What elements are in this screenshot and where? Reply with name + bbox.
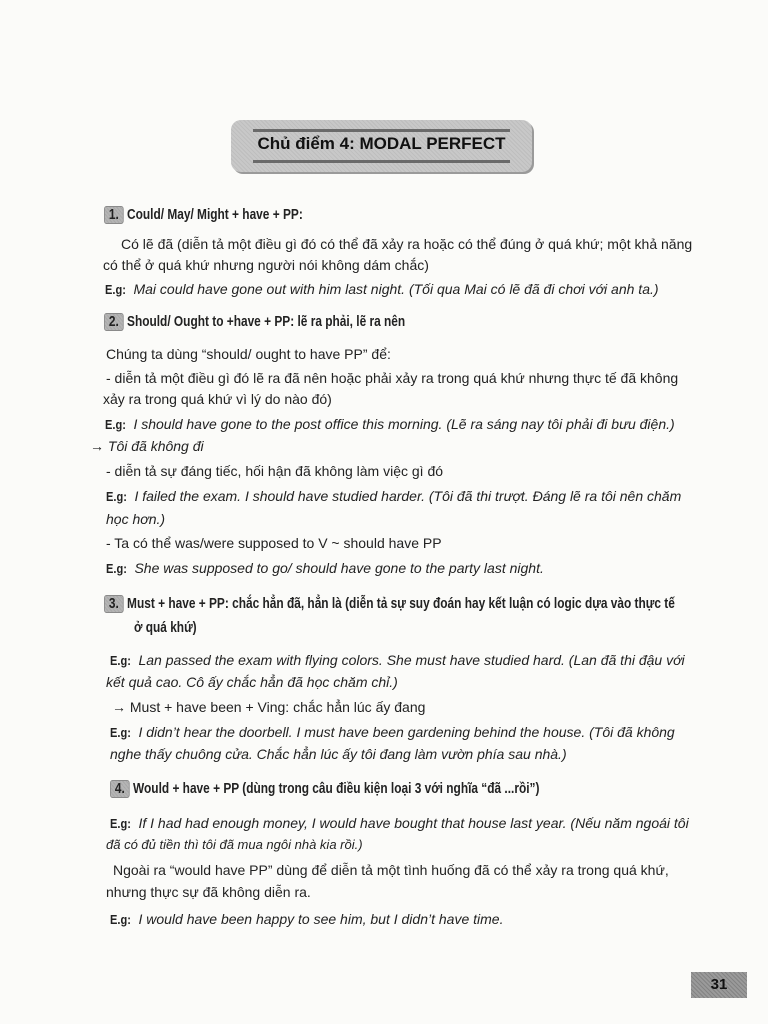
s4-line-1b: nhưng thực sự đã không diễn ra. xyxy=(106,884,311,900)
s3-example-2-text: I didn’t hear the doorbell. I must have been gardening behind the house. (Tôi đã không xyxy=(138,724,675,740)
eg-label: E.g: xyxy=(110,725,131,740)
s2-example-2-cont: học hơn.) xyxy=(106,511,166,527)
section-2-title: Should/ Ought to +have + PP: lẽ ra phải, lẽ ra nên xyxy=(127,314,406,330)
chapter-title: Chủ điểm 4: MODAL PERFECT xyxy=(257,134,506,153)
s2-example-1-note: → Tôi đã không đi xyxy=(90,438,204,454)
eg-label: E.g: xyxy=(105,417,126,432)
s2-example-1 xyxy=(105,416,675,432)
section-4-number: 4. xyxy=(110,780,130,798)
eg-label: E.g: xyxy=(105,282,126,297)
title-rule-top xyxy=(253,129,510,132)
s2-line-1a: - diễn tả một điều gì đó lẽ ra đã nên hoặc phải xảy ra trong quá khứ nhưng thực tế đã không xyxy=(106,370,679,386)
s2-example-3 xyxy=(106,560,544,576)
s3-example-1-cont: kết quả cao. Cô ấy chắc hẳn đã học chăm chỉ.) xyxy=(106,674,398,690)
s3-arrow-note: → Must + have been + Ving: chắc hẳn lúc ấy đang xyxy=(112,699,426,715)
s2-intro: Chúng ta dùng “should/ ought to have PP” để: xyxy=(106,346,391,362)
s3-example-1-text: Lan passed the exam with flying colors. She must have studied hard. (Lan đã thi đậu với xyxy=(138,652,685,668)
section-1-number: 1. xyxy=(104,206,124,224)
s4-example-2 xyxy=(110,911,503,927)
s3-example-1 xyxy=(110,652,685,668)
eg-label: E.g: xyxy=(106,561,127,576)
section-3-heading-cont: ở quá khứ) xyxy=(134,620,197,636)
section-2-heading xyxy=(104,313,405,331)
s4-example-2-text: I would have been happy to see him, but I didn’t have time. xyxy=(138,911,504,927)
eg-label: E.g: xyxy=(110,816,131,831)
s1-line-1: Có lẽ đã (diễn tả một điều gì đó có thể đã xảy ra hoặc có thể đúng ở quá khứ; một khả năng xyxy=(121,236,693,252)
section-1-heading xyxy=(104,206,303,224)
s2-example-2 xyxy=(106,488,681,504)
section-3-number: 3. xyxy=(104,595,124,613)
s2-example-2-text: I failed the exam. I should have studied harder. (Tôi đã thi trượt. Đáng lẽ ra tôi nên chăm xyxy=(134,488,682,504)
s3-example-2 xyxy=(110,724,675,740)
section-3-title-a: Must + have + PP: chắc hẳn đã, hẳn là (diễn tả sự suy đoán hay kết luận có logic dựa vào thực tế xyxy=(127,596,675,612)
s2-line-2: - diễn tả sự đáng tiếc, hối hận đã không làm việc gì đó xyxy=(106,463,444,479)
s1-line-2: có thể ở quá khứ nhưng người nói không dám chắc) xyxy=(103,257,429,273)
section-4-heading xyxy=(110,780,539,798)
s2-line-1b: xảy ra trong quá khứ vì lý do nào đó) xyxy=(103,391,332,407)
s4-example-1-cont: đã có đủ tiền thì tôi đã mua ngôi nhà kia rồi.) xyxy=(106,837,363,852)
s4-example-1 xyxy=(110,815,689,831)
section-2-number: 2. xyxy=(104,313,124,331)
eg-label: E.g: xyxy=(110,653,131,668)
section-3-heading xyxy=(104,595,675,613)
eg-label: E.g: xyxy=(106,489,127,504)
section-1-title: Could/ May/ Might + have + PP: xyxy=(127,207,303,223)
chapter-title-box xyxy=(231,120,532,172)
s1-example xyxy=(105,281,659,297)
s4-line-1a: Ngoài ra “would have PP” dùng để diễn tả một tình huống đã có thể xảy ra trong quá khứ, xyxy=(113,862,669,878)
s2-line-3: - Ta có thể was/were supposed to V ~ should have PP xyxy=(106,535,442,551)
s3-example-2-cont: nghe thấy chuông cửa. Chắc hẳn lúc ấy tôi đang làm vườn phía sau nhà.) xyxy=(110,746,567,762)
section-4-title: Would + have + PP (dùng trong câu điều kiện loại 3 với nghĩa “đã ...rồi”) xyxy=(133,781,540,797)
s2-example-1-text: I should have gone to the post office this morning. (Lẽ ra sáng nay tôi phải đi bưu điện.) xyxy=(133,416,675,432)
title-rule-bottom xyxy=(253,160,510,163)
s4-example-1-text: If I had had enough money, I would have bought that house last year. (Nếu năm ngoái tôi xyxy=(138,815,689,831)
s2-example-3-text: She was supposed to go/ should have gone to the party last night. xyxy=(134,560,544,576)
page-number: 31 xyxy=(691,972,747,998)
eg-label: E.g: xyxy=(110,912,131,927)
s1-example-text: Mai could have gone out with him last night. (Tối qua Mai có lẽ đã đi chơi với anh ta.) xyxy=(133,281,659,297)
